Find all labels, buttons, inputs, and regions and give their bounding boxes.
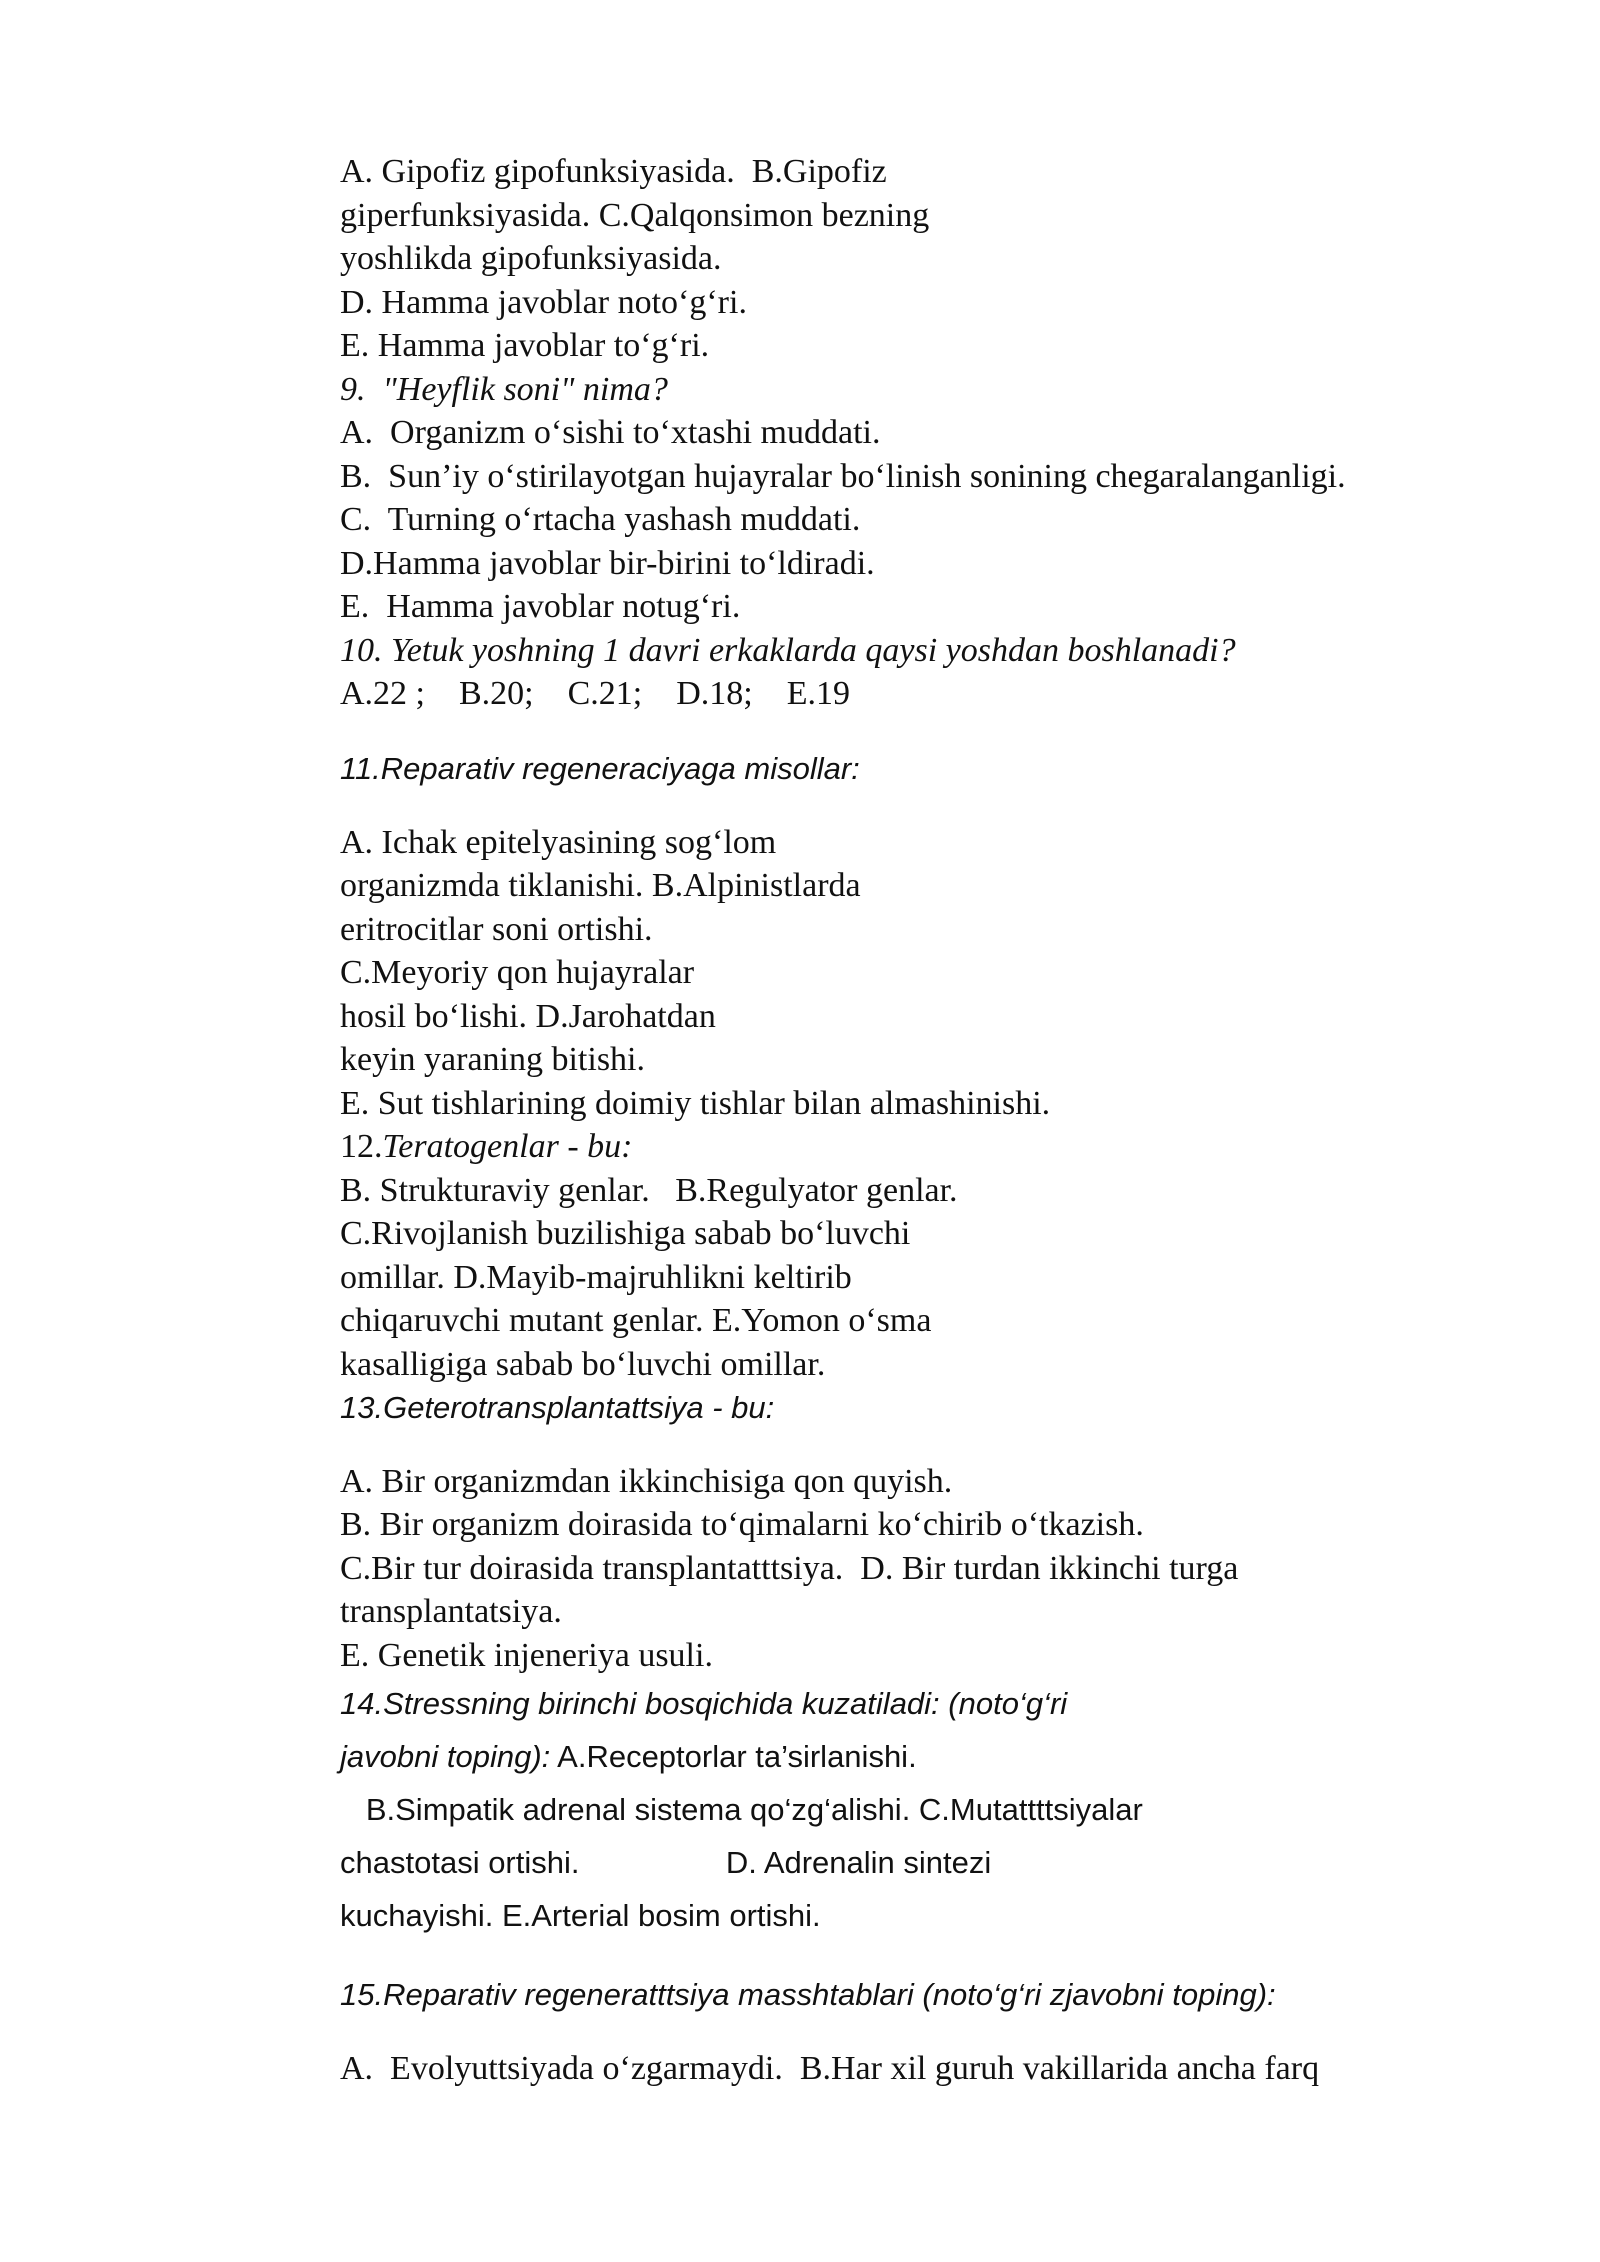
q8-line: A. Gipofiz gipofunksiyasida. B.Gipofiz — [340, 153, 887, 190]
q12-line: omillar. D.Mayib-majruhlikni keltirib — [340, 1258, 852, 1296]
q14-question-line2: javobni toping): — [340, 1739, 551, 1774]
q8-line: D. Hamma javoblar noto‘g‘ri. — [340, 283, 747, 321]
q9-option: A. Organizm o‘sishi to‘xtashi muddati. — [340, 414, 881, 451]
q11-line: E. Sut tishlarining doimiy tishlar bilan almashinishi. — [340, 1084, 1051, 1122]
q10-question: 10. Yetuk yoshning 1 davri erkaklarda qaysi yoshdan boshlanadi? — [340, 631, 1236, 669]
q9-option: C. Turning o‘rtacha yashash muddati. — [340, 501, 861, 538]
q14-line: chastotasi ortishi. D. Adrenalin sintezi — [340, 1845, 992, 1880]
q11-line: A. Ichak epitelyasining sog‘lom — [340, 823, 777, 861]
q12-line: B. Strukturaviy genlar. B.Regulyator genlar. — [340, 1171, 958, 1209]
q9-question: 9. "Heyflik soni" nima? — [340, 370, 668, 408]
q13-line: B. Bir organizm doirasida to‘qimalarni ko‘chirib o‘tkazish. — [340, 1506, 1144, 1543]
q12-question: Teratogenlar - bu: — [382, 1128, 633, 1165]
q15-options: A. Evolyuttsiyada o‘zgarmaydi. B.Har xil guruh vakillarida ancha farq — [340, 2050, 1320, 2087]
q15-question-wrap — [340, 1968, 1520, 2021]
q12-block — [340, 1125, 1520, 1386]
q9-block — [340, 368, 1520, 629]
q14-block — [340, 1677, 1520, 1942]
q10-options: A.22 ; B.20; C.21; D.18; E.19 — [340, 675, 851, 712]
q8-line: E. Hamma javoblar to‘g‘ri. — [340, 327, 710, 364]
q13-question-wrap — [340, 1386, 1520, 1430]
q13-line: C.Bir tur doirasida transplantatttsiya. D. Bir turdan ikkinchi turga — [340, 1549, 1239, 1587]
q13-line: transplantatsiya. — [340, 1593, 562, 1630]
text-column — [340, 150, 1520, 2091]
q14-question-line1: 14.Stressning birinchi bosqichida kuzatiladi: (noto‘g‘ri — [340, 1686, 1068, 1721]
q15-options-wrap — [340, 2047, 1520, 2091]
q15-question: 15.Reparativ regeneratttsiya masshtablari (noto‘g‘ri zjavobni toping): — [340, 1977, 1276, 2012]
q14-answer-a: A.Receptorlar ta’sirlanishi. — [550, 1739, 917, 1774]
q9-option: B. Sun’iy o‘stirilayotgan hujayralar bo‘linish sonining chegaralanganligi. — [340, 457, 1346, 495]
q14-question-line2-wrap — [340, 1730, 1520, 1783]
q8-options — [340, 150, 1520, 368]
q14-line: B.Simpatik adrenal sistema qo‘zg‘alishi. C.Mutattttsiyalar — [340, 1792, 1143, 1827]
q11-line: keyin yaraning bitishi. — [340, 1041, 646, 1078]
q10-block — [340, 629, 1520, 716]
q9-option: E. Hamma javoblar notug‘ri. — [340, 588, 741, 625]
q11-line: organizmda tiklanishi. B.Alpinistlarda — [340, 867, 861, 904]
q12-number: 12. — [340, 1128, 383, 1165]
q12-line: chiqaruvchi mutant genlar. E.Yomon o‘sma — [340, 1302, 932, 1339]
q9-option: D.Hamma javoblar bir-birini to‘ldiradi. — [340, 544, 875, 582]
q13-line: A. Bir organizmdan ikkinchisiga qon quyish. — [340, 1462, 953, 1500]
q12-line: C.Rivojlanish buzilishiga sabab bo‘luvchi — [340, 1215, 911, 1252]
q13-line: E. Genetik injeneriya usuli. — [340, 1636, 713, 1674]
q12-line: kasalligiga sabab bo‘luvchi omillar. — [340, 1345, 826, 1383]
q11-options — [340, 821, 1520, 1126]
q11-line: eritrocitlar soni ortishi. — [340, 910, 653, 948]
q11-line: C.Meyoriy qon hujayralar — [340, 954, 695, 991]
q11-question: 11.Reparativ regeneraciyaga misollar: — [340, 750, 860, 786]
q8-line: giperfunksiyasida. C.Qalqonsimon bezning — [340, 196, 930, 234]
q11-line: hosil bo‘lishi. D.Jarohatdan — [340, 997, 716, 1035]
q8-line: yoshlikda gipofunksiyasida. — [340, 240, 722, 277]
q13-options — [340, 1460, 1520, 1678]
q13-question: 13.Geterotransplantattsiya - bu: — [340, 1390, 775, 1425]
q12-question-line — [340, 1125, 1520, 1169]
q14-line: kuchayishi. E.Arterial bosim ortishi. — [340, 1898, 821, 1933]
q11-question-wrap — [340, 742, 1520, 795]
